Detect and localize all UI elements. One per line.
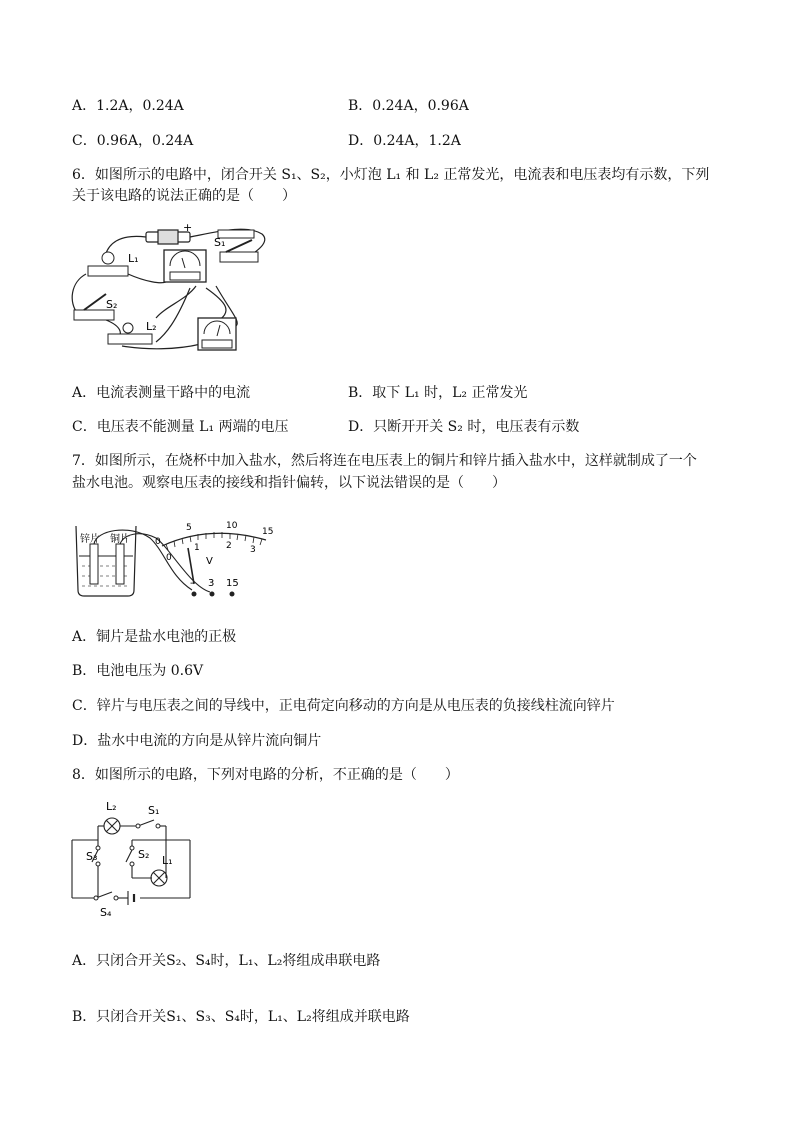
q5-option-a: A．1.2A，0.24A	[72, 98, 184, 114]
q7-stem-line2: 盐水电池。观察电压表的接线和指针偏转，以下说法错误的是（ ）	[72, 475, 506, 491]
q7-inner-scale-1: 1	[194, 543, 200, 553]
q7-stem-line1: 7．如图所示，在烧杯中加入盐水，然后将连在电压表上的铜片和锌片插入盐水中，这样就制成了一个	[72, 453, 697, 469]
q7-option-c: C．锌片与电压表之间的导线中，正电荷定向移动的方向是从电压表的负接线柱流向锌片	[72, 698, 615, 714]
q6-label-plus: +	[183, 222, 193, 234]
q6-option-d: D．只断开开关 S₂ 时，电压表有示数	[348, 419, 580, 435]
q7-outer-scale-15: 15	[262, 527, 274, 537]
q6-label-l2: L₂	[146, 320, 157, 333]
q7-inner-scale-3: 3	[250, 545, 256, 555]
q7-outer-scale-5: 5	[186, 523, 192, 533]
q8-label-l2: L₂	[106, 800, 117, 813]
q6-option-b: B．取下 L₁ 时，L₂ 正常发光	[348, 385, 528, 401]
q7-option-a: A．铜片是盐水电池的正极	[72, 629, 237, 645]
q7-terminal-neg: -	[190, 578, 194, 589]
q6-label-s1: S₁	[214, 236, 226, 249]
q6-stem-line1: 6．如图所示的电路中，闭合开关 S₁、S₂，小灯泡 L₁ 和 L₂ 正常发光，电流表和电压表均有示数，下列	[72, 167, 710, 183]
q6-label-s2: S₂	[106, 298, 118, 311]
q7-option-b: B．电池电压为 0.6V	[72, 663, 204, 679]
q6-option-a: A．电流表测量干路中的电流	[72, 385, 251, 401]
q5-option-d: D．0.24A，1.2A	[348, 133, 461, 149]
q8-stem: 8．如图所示的电路，下列对电路的分析，不正确的是（ ）	[72, 767, 459, 783]
q7-label-copper: 铜片	[110, 534, 130, 545]
q8-option-b: B．只闭合开关S₁、S₃、S₄时，L₁、L₂将组成并联电路	[72, 1009, 410, 1025]
q6-circuit-figure	[66, 222, 280, 358]
q6-stem-line2: 关于该电路的说法正确的是（ ）	[72, 188, 296, 204]
q5-option-c: C．0.96A，0.24A	[72, 133, 194, 149]
q8-circuit-figure	[66, 798, 200, 920]
q8-label-l1: L₁	[162, 854, 173, 867]
q7-label-v: V	[206, 556, 213, 567]
q7-label-zinc: 锌片	[80, 534, 100, 545]
q8-label-s4: S₄	[100, 906, 112, 919]
q7-inner-scale-2: 2	[226, 541, 232, 551]
q7-terminal-3: 3	[208, 578, 215, 589]
q6-option-c: C．电压表不能测量 L₁ 两端的电压	[72, 419, 289, 435]
q8-label-s1: S₁	[148, 804, 160, 817]
q7-outer-scale-0: 0	[155, 537, 161, 547]
q8-label-s3: S₃	[86, 850, 98, 863]
q7-inner-scale-0: 0	[166, 553, 172, 563]
q8-label-s2: S₂	[138, 848, 150, 861]
q6-label-l1: L₁	[128, 252, 139, 265]
q7-terminal-15: 15	[226, 578, 239, 589]
q7-outer-scale-10: 10	[226, 521, 238, 531]
q7-option-d: D．盐水中电流的方向是从锌片流向铜片	[72, 733, 322, 749]
q5-option-b: B．0.24A，0.96A	[348, 98, 469, 114]
q8-option-a: A．只闭合开关S₂、S₄时，L₁、L₂将组成串联电路	[72, 953, 381, 969]
q7-battery-figure	[70, 516, 280, 604]
